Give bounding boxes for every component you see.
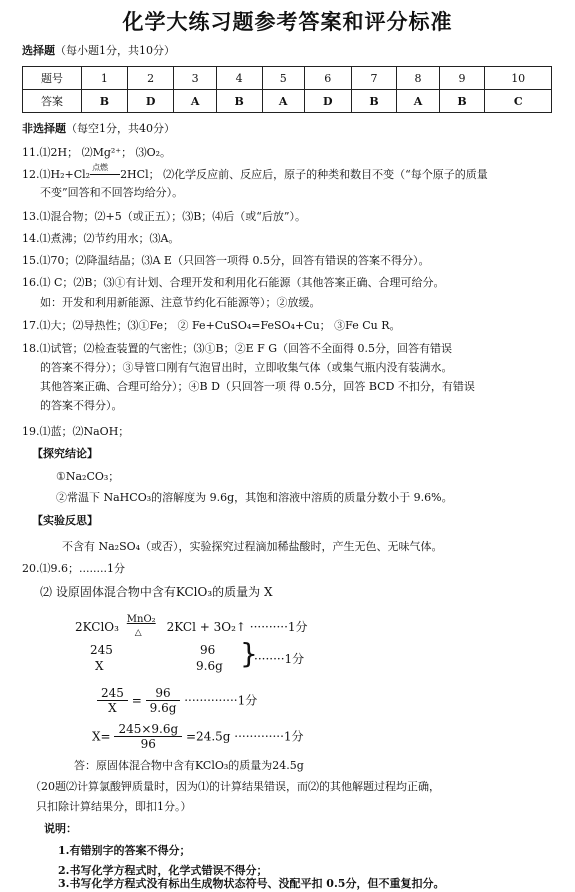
- catalyst-arrow: [123, 613, 163, 638]
- eq-score: ··········1分: [249, 620, 308, 634]
- answer-cell: A: [262, 90, 304, 113]
- final-answer: 答：原固体混合物中含有KClO₃的质量为24.5g: [74, 759, 304, 772]
- reflection-text: 不含有 Na₂SO₄（或否），实验探究过程滴加稀盐酸时，产生无色、无味气体。: [62, 540, 443, 553]
- q-number: 3: [174, 67, 216, 90]
- answer-cell: A: [174, 90, 216, 113]
- answer-20-part1: 20.⑴9.6；........1分: [22, 562, 125, 575]
- mc-label: 选择题: [22, 44, 55, 57]
- fraction-x: $\frac{245\times 9.6g}{96}$: [114, 722, 182, 751]
- reaction-condition: 点燃: [92, 163, 109, 172]
- answer-cell: B: [351, 90, 397, 113]
- answer-11: 11.⑴2H； ⑵Mg²⁺； ⑶O₂。: [22, 146, 172, 159]
- explanation-1: 1.有错别字的答案不得分；: [58, 844, 191, 857]
- q-number: 2: [127, 67, 174, 90]
- answer-cell: C: [485, 90, 552, 113]
- mc-section-header: [22, 44, 175, 58]
- brace-icon: }: [240, 637, 258, 670]
- answer-cell: B: [216, 90, 262, 113]
- eq-prefix: 12.⑴H₂+Cl₂: [22, 168, 91, 181]
- answer-18-line4: 的答案不得分）。: [40, 399, 123, 412]
- reflection-heading: 【实验反思】: [32, 514, 98, 527]
- grading-note-line1: （20题⑵计算氯酸钾质量时，因为⑴的计算结果错误，而⑵的其他解题过程均正确，: [30, 780, 440, 793]
- answer-cell: A: [397, 90, 439, 113]
- mass-kclo3: 245: [90, 643, 113, 657]
- answer-18-line2: 的答案不得分）；③导管口刚有气泡冒出时，立即收集气体（或集气瓶内没有装满水。: [40, 361, 453, 374]
- catalyst-label: MnO₂: [126, 613, 156, 625]
- answer-18-line1: 18.⑴试管；⑵检查装置的气密性；⑶①B；②E F G（回答不全面得 0.5分，回答有错误: [22, 342, 453, 355]
- q-number: 9: [439, 67, 485, 90]
- row-label: 答案: [23, 90, 82, 113]
- answer-18-line3: 其他答案正确、合理可给分）；④B D（只回答一项 得 0.5分，回答 BCD 不扣分，有错误: [40, 380, 475, 393]
- explanation-heading: 说明：: [44, 822, 77, 835]
- answer-row: [23, 90, 552, 113]
- q-number: 6: [304, 67, 351, 90]
- mass-o2: 96: [200, 643, 216, 657]
- heat-symbol: △: [134, 627, 142, 638]
- q-number: 4: [216, 67, 262, 90]
- proportion-score: ··············1分: [184, 693, 258, 708]
- q-number: 7: [351, 67, 397, 90]
- nonmc-note: （每空1分，共40分）: [66, 122, 175, 135]
- q-number: 1: [82, 67, 128, 90]
- conclusion-2: ②常温下 NaHCO₃的溶解度为 9.6g，其饱和溶液中溶质的质量分数小于 9.6%。: [56, 491, 453, 504]
- unknown-x: X: [95, 659, 104, 673]
- answer-15: 15.⑴70；⑵降温结晶；⑶A E（只回答一项得 0.5分，回答有错误的答案不得分）。: [22, 254, 430, 267]
- decomposition-equation: [75, 613, 308, 638]
- answer-20-part2: ⑵ 设原固体混合物中含有KClO₃的质量为 X: [40, 585, 273, 599]
- proportion: $\frac{245}{X}$ = $\frac{96}{9.6g}$ ··············1分: [97, 686, 257, 715]
- q-number: 8: [397, 67, 439, 90]
- answer-cell: B: [439, 90, 485, 113]
- fraction-right: $\frac{96}{9.6g}$: [146, 686, 181, 715]
- eq-products: 2KCl + 3O₂↑: [166, 620, 246, 634]
- answer-cell: D: [304, 90, 351, 113]
- question-number-row: [23, 67, 552, 90]
- answer-16-line1: 16.⑴ C；⑵B；⑶①有计划、合理开发和利用化石能源（其他答案正确、合理可给分。: [22, 276, 445, 289]
- answer-12-line2: 不变”回答和不回答均给分）。: [40, 186, 184, 199]
- answer-12-line1: [22, 163, 488, 182]
- answer-17: 17.⑴大；⑵导热性；⑶①Fe； ② Fe+CuSO₄=FeSO₄+Cu； ③Fe Cu R。: [22, 319, 401, 332]
- answer-table: [22, 66, 552, 113]
- mass-score: ········1分: [254, 652, 305, 666]
- solve-x: X= $\frac{245\times 9.6g}{96}$ =24.5g ·············1分: [92, 722, 304, 751]
- answer-cell: B: [82, 90, 128, 113]
- answer-16-line2: 如：开发和利用新能源、注意节约化石能源等）；②放缓。: [40, 296, 321, 309]
- mc-note: （每小题1分，共10分）: [55, 44, 175, 57]
- nonmc-label: 非选择题: [22, 122, 66, 135]
- eq-reactant: 2KClO₃: [75, 620, 119, 634]
- explanation-3: 3.书写化学方程式没有标出生成物状态符号、没配平扣 0.5分，但不重复扣分。: [58, 877, 445, 890]
- answer-13: 13.⑴混合物；⑵+5（或正五）；⑶B；⑷后（或“后放”）。: [22, 210, 307, 223]
- reaction-arrow: [90, 163, 120, 175]
- q-number: 10: [485, 67, 552, 90]
- page-title: 化学大练习题参考答案和评分标准: [122, 9, 453, 34]
- row-label: 题号: [23, 67, 82, 90]
- answer-12-text: 2HCl； ⑵化学反应前、反应后，原子的种类和数目不变（“每个原子的质量: [120, 168, 488, 181]
- x-score: ·············1分: [234, 729, 304, 744]
- q-number: 5: [262, 67, 304, 90]
- answer-cell: D: [127, 90, 174, 113]
- nonmc-section-header: [22, 122, 175, 136]
- answer-19: 19.⑴蓝；⑵NaOH；: [22, 425, 130, 438]
- explanation-2: 2.书写化学方程式时，化学式错误不得分；: [58, 864, 268, 877]
- fraction-left: $\frac{245}{X}$: [97, 686, 128, 715]
- oxygen-mass: 9.6g: [196, 659, 223, 673]
- grading-note-line2: 只扣除计算结果分，即扣1分。）: [36, 800, 192, 813]
- x-result: =24.5g: [186, 729, 231, 744]
- answer-14: 14.⑴煮沸；⑵节约用水；⑶A。: [22, 232, 180, 245]
- conclusion-heading: 【探究结论】: [32, 447, 98, 460]
- conclusion-1: ①Na₂CO₃；: [56, 470, 120, 483]
